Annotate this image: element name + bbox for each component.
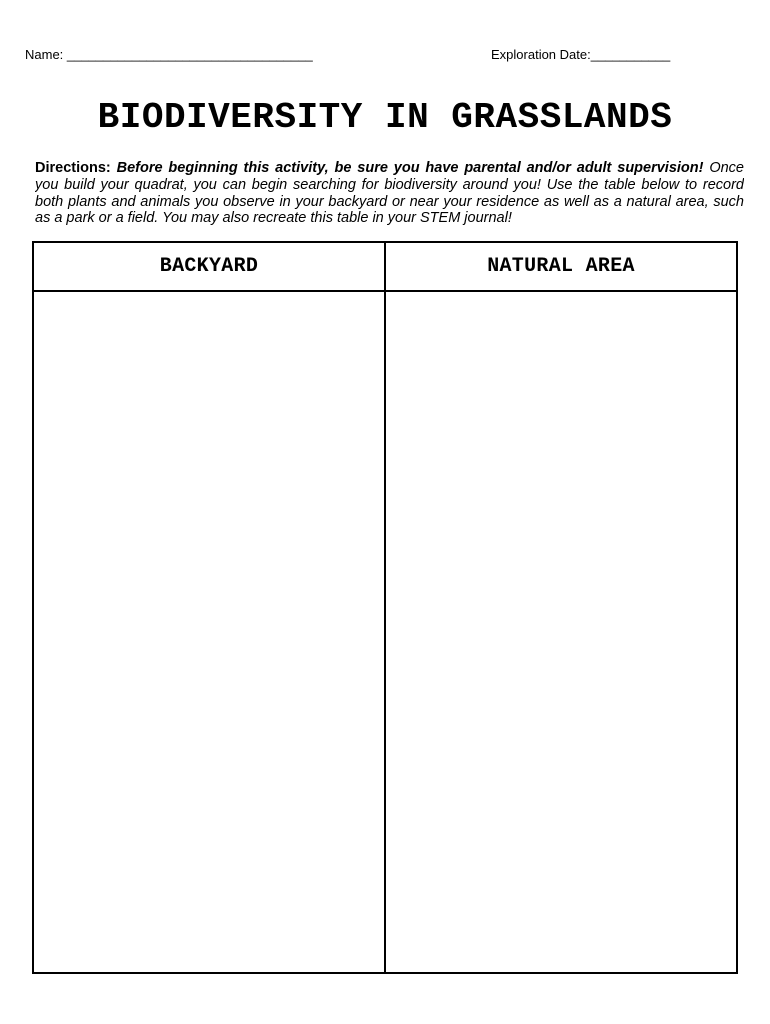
- natural-area-entry-area[interactable]: [386, 292, 736, 972]
- natural-area-column-header: NATURAL AREA: [386, 243, 736, 292]
- backyard-column: [34, 243, 384, 972]
- directions-paragraph: [35, 160, 744, 242]
- directions-body: Once you build your quadrat, you can begin searching for biodiversity around you! Use the table below to record both plants and animals you observe in your backyard or near your residence as well as a natural area, such as a park or a field. You may also recreate this table in your STEM journal!: [35, 160, 744, 227]
- exploration-date-field[interactable]: Exploration Date:___________: [491, 47, 671, 62]
- directions-label: Directions:: [35, 160, 111, 176]
- name-field[interactable]: Name: __________________________________: [25, 47, 313, 62]
- page-title: BIODIVERSITY IN GRASSLANDS: [97, 97, 673, 138]
- directions-warning: Before beginning this activity, be sure you have parental and/or adult supervision!: [116, 160, 704, 176]
- backyard-entry-area[interactable]: [34, 292, 384, 972]
- backyard-column-header: BACKYARD: [34, 243, 384, 292]
- observation-table: [32, 241, 738, 974]
- natural-area-column: [384, 243, 736, 972]
